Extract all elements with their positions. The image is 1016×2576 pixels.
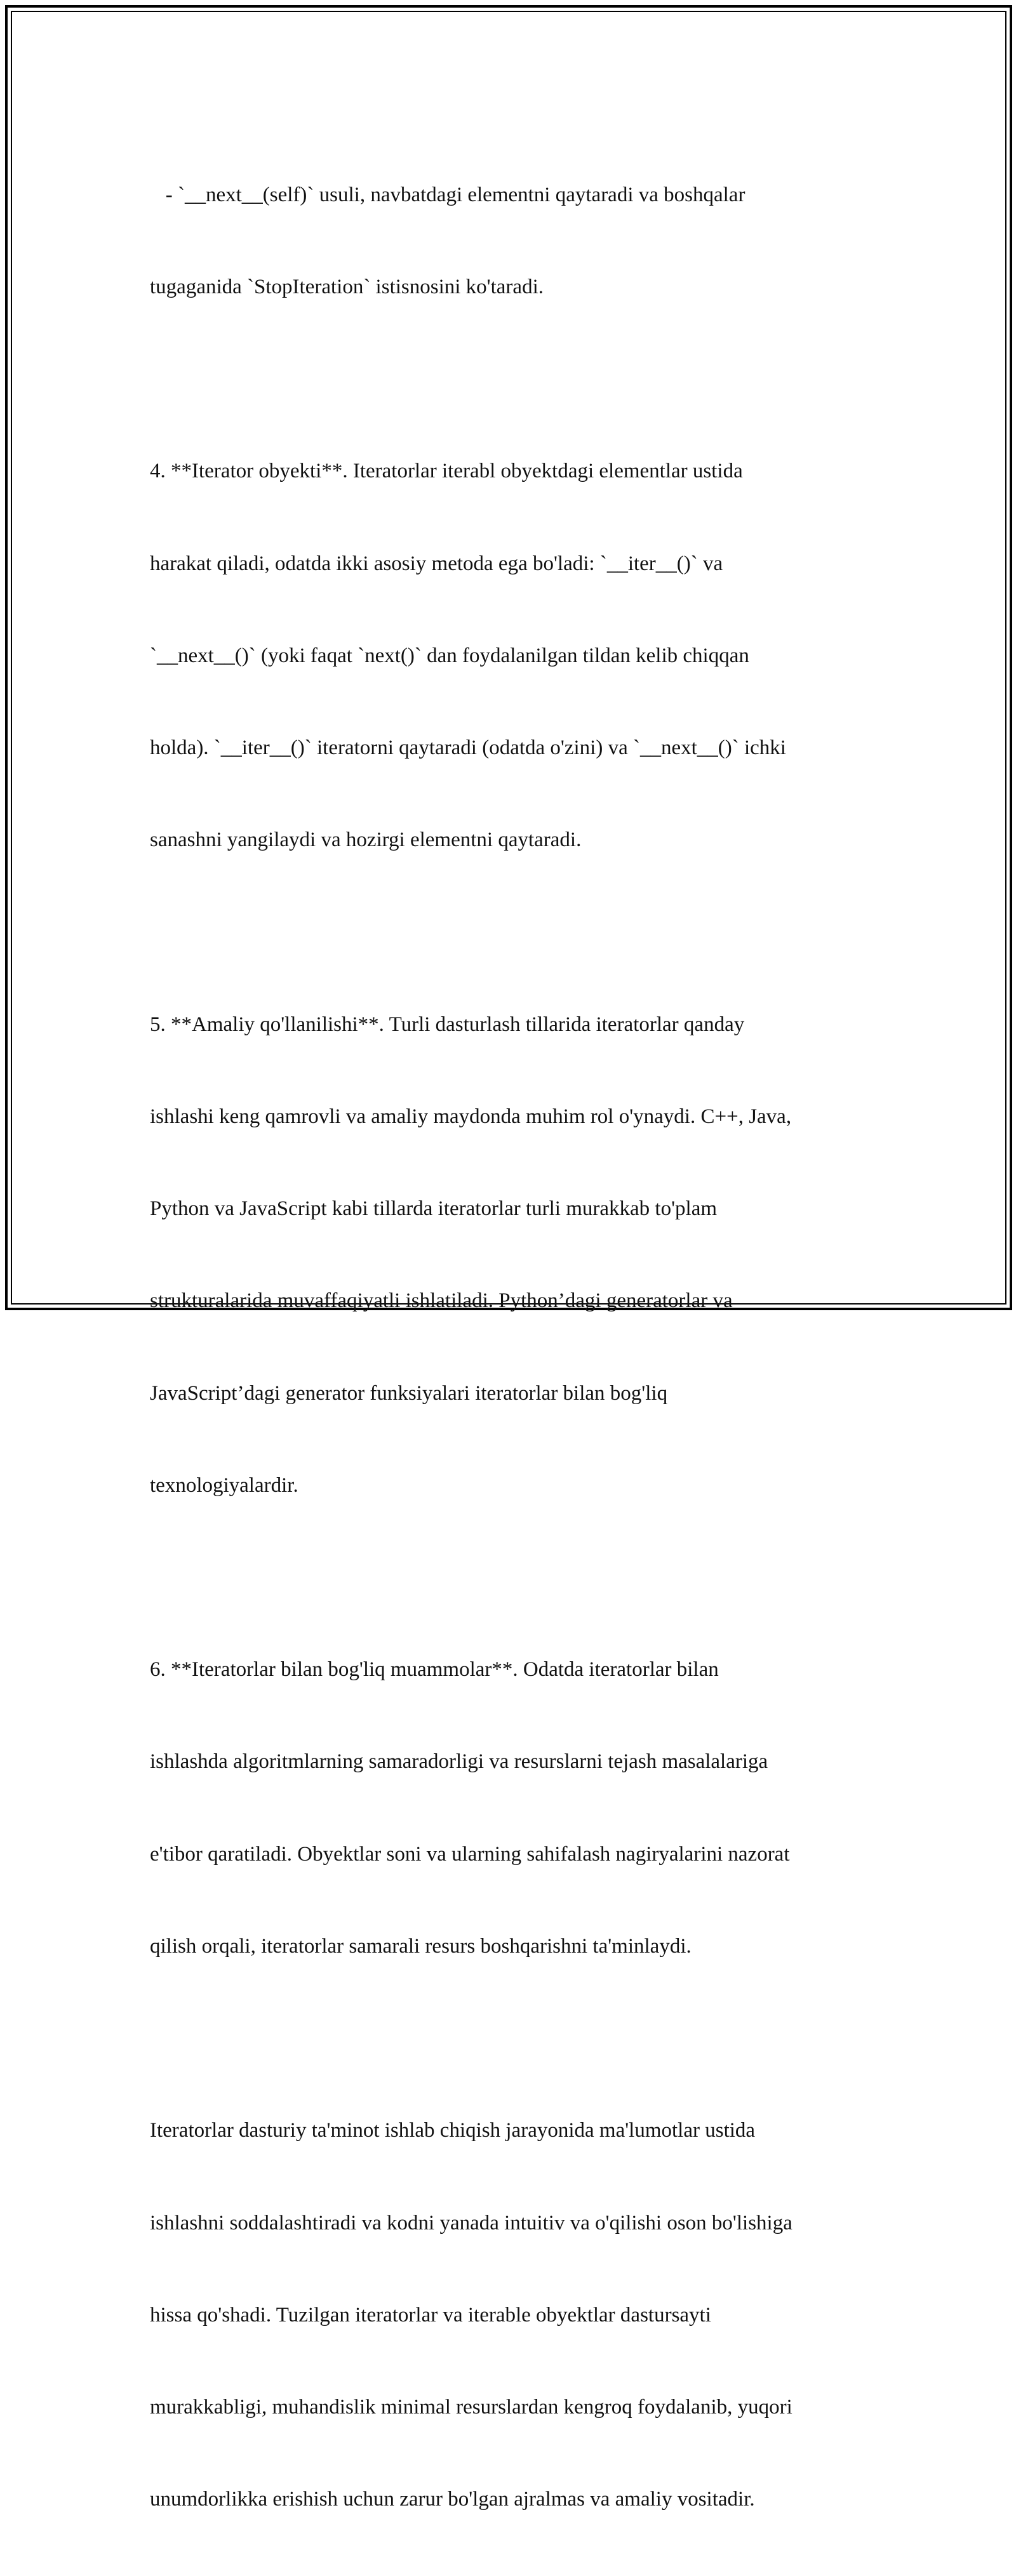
paragraph-gap <box>150 364 867 394</box>
text-line: Python va JavaScript kabi tillarda iteratorlar turli murakkab to'plam <box>150 1197 718 1221</box>
text-line: - `__next__(self)` usuli, navbatdagi elementni qaytaradi va boshqalar <box>150 183 745 206</box>
paragraph-conclusion <box>150 2054 867 2576</box>
paragraph-gap <box>150 2023 867 2054</box>
text-line: 6. **Iteratorlar bilan bog'liq muammolar**. Odatda iteratorlar bilan <box>150 1658 719 1682</box>
paragraph-gap <box>150 1562 867 1593</box>
text-line: `__next__()` (yoki faqat `next()` dan foydalanilgan tildan kelib chiqqan <box>150 644 749 667</box>
text-line: murakkabligi, muhandislik minimal resurslardan kengroq foydalanib, yuqori <box>150 2396 792 2419</box>
paragraph-practical-use <box>150 948 867 1562</box>
paragraph-iterator-object <box>150 395 867 917</box>
paragraph-next-method <box>150 118 867 364</box>
text-line: strukturalarida muvaffaqiyatli ishlatiladi. Python’dagi generatorlar va <box>150 1289 733 1313</box>
text-line: 4. **Iterator obyekti**. Iteratorlar iterabl obyektdagi elementlar ustida <box>150 460 743 483</box>
text-line: tugaganida `StopIteration` istisnosini ko'taradi. <box>150 276 544 299</box>
text-line: harakat qiladi, odatda ikki asosiy metoda ega bo'ladi: `__iter__()` va <box>150 552 723 575</box>
text-line: unumdorlikka erishish uchun zarur bo'lgan ajralmas va amaliy vositadir. <box>150 2488 755 2511</box>
paragraph-gap <box>150 917 867 948</box>
text-line: ishlashni soddalashtiradi va kodni yanada intuitiv va o'qilishi oson bo'lishiga <box>150 2211 792 2234</box>
text-line: ishlashda algoritmlarning samaradorligi va resurslarni tejash masalalariga <box>150 1750 768 1774</box>
text-line: hissa qo'shadi. Tuzilgan iteratorlar va iterable obyektlar dastursayti <box>150 2303 711 2327</box>
text-line: e'tibor qaratiladi. Obyektlar soni va ularning sahifalash nagiryalarini nazorat <box>150 1842 790 1866</box>
paragraph-iterator-problems <box>150 1593 867 2023</box>
text-line: 5. **Amaliy qo'llanilishi**. Turli dasturlash tillarida iteratorlar qanday <box>150 1012 745 1036</box>
text-line: holda). `__iter__()` iteratorni qaytaradi (odatda o'zini) va `__next__()` ichki <box>150 736 786 760</box>
text-line: ishlashi keng qamrovli va amaliy maydonda muhim rol o'ynaydi. C++, Java, <box>150 1105 792 1128</box>
text-line: JavaScript’dagi generator funksiyalari iteratorlar bilan bog'liq <box>150 1381 668 1405</box>
text-line: texnologiyalardir. <box>150 1473 298 1497</box>
text-line: qilish orqali, iteratorlar samarali resurs boshqarishni ta'minlaydi. <box>150 1934 692 1958</box>
text-line: sanashni yangilaydi va hozirgi elementni qaytaradi. <box>150 828 582 852</box>
text-line: Iteratorlar dasturiy ta'minot ishlab chiqish jarayonida ma'lumotlar ustida <box>150 2119 756 2142</box>
document-body <box>150 118 867 2576</box>
